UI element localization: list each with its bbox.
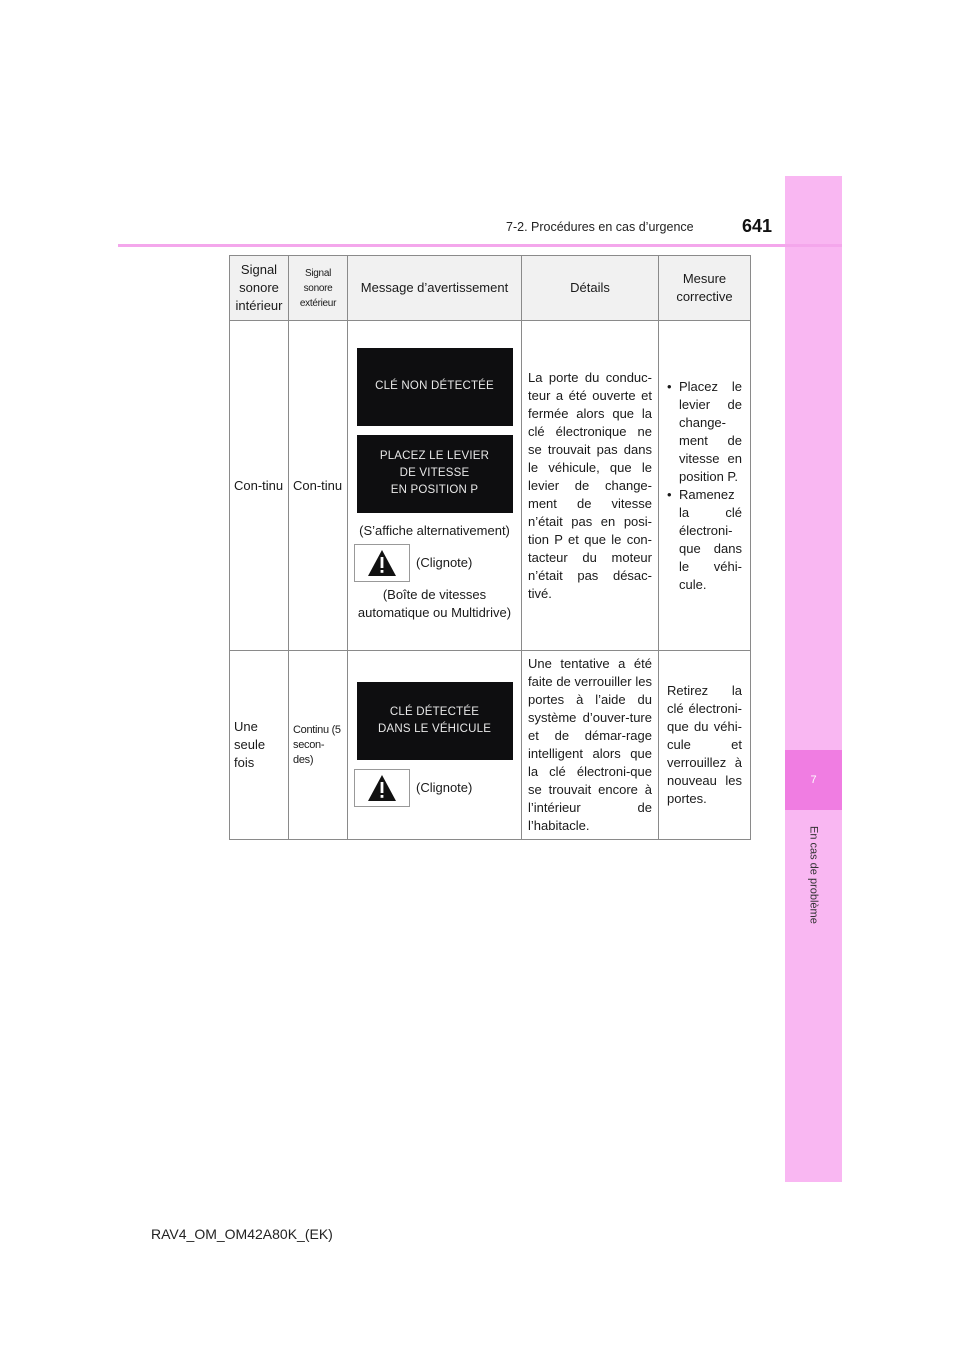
cell-details: Une tentative a été faite de verrouiller les portes à l’aide du système d’ouver-ture et de démar-rage intelligent alors que la clé électroni-que se trouvait encore à l’intérieur de l’habitacle.: [522, 651, 659, 840]
cell-interior-buzzer: Con-tinu: [230, 321, 289, 651]
chapter-title-tab: [785, 815, 842, 935]
cell-details: La porte du conduc-teur a été ouverte et fermée alors que la clé électronique ne se trouvait pas dans le véhicule, que le levier de change-ment de vitesse n’était pas en posi-tion P et que le con-tacteur du moteur n’était pas désac-tivé.: [522, 321, 659, 651]
header-exterior-buzzer: Signal sonore extérieur: [289, 256, 348, 321]
cell-exterior-buzzer: Continu (5 secon-des): [289, 651, 348, 840]
blink-indicator: [354, 769, 515, 807]
table-header-row: [230, 256, 751, 321]
cell-interior-buzzer: Une seule fois: [230, 651, 289, 840]
cell-exterior-buzzer: Con-tinu: [289, 321, 348, 651]
header-warning-message: Message d’avertissement: [348, 256, 522, 321]
display-key-detected-in-vehicle: [357, 682, 513, 760]
display-shift-to-park: [357, 435, 513, 513]
display-line: CLÉ NON DÉTECTÉE: [375, 380, 494, 392]
blink-indicator: [354, 544, 515, 582]
cell-warning-message: [348, 651, 522, 840]
chapter-title: En cas de problème: [807, 826, 820, 924]
cell-corrective-action: Retirez la clé électroni-que du véhi-cule et verrouillez à nouveau les portes.: [659, 651, 751, 840]
action-item: • Placez le levier de change-ment de vitesse en position P.: [667, 378, 742, 484]
alternate-caption: (S’affiche alternativement): [359, 522, 510, 538]
header-corrective-action: Mesure corrective: [659, 256, 751, 321]
chapter-number-tab: [785, 750, 842, 810]
cell-warning-message: [348, 321, 522, 651]
blink-caption: (Clignote): [416, 554, 473, 570]
side-tab-strip: [785, 176, 842, 1182]
warning-table: [229, 255, 751, 840]
table-row: [230, 651, 751, 840]
header-interior-buzzer: Signal sonore intérieur: [230, 256, 289, 321]
header-rule: [118, 244, 842, 247]
display-line: DE VITESSE: [399, 467, 470, 479]
blink-caption: (Clignote): [416, 779, 473, 795]
display-line: CLÉ DÉTECTÉE: [389, 705, 480, 718]
warning-triangle-icon: [354, 769, 410, 807]
cell-corrective-action: [659, 321, 751, 651]
action-item: • Ramenez la clé électroni-que dans le véhi-cule.: [667, 486, 742, 592]
section-title: 7-2. Procédures en cas d’urgence: [506, 220, 694, 234]
header-details: Détails: [522, 256, 659, 321]
display-line: EN POSITION P: [390, 484, 479, 496]
action-list: [667, 378, 742, 594]
table-row: [230, 321, 751, 651]
transmission-note: (Boîte de vitesses automatique ou Multidrive): [357, 586, 512, 620]
page-number: 641: [742, 216, 773, 236]
display-line: PLACEZ LE LEVIER: [379, 450, 490, 462]
warning-triangle-icon: [354, 544, 410, 582]
chapter-number: 7: [810, 774, 817, 786]
display-key-not-detected: [357, 348, 513, 426]
display-line: DANS LE VÉHICULE: [377, 722, 492, 735]
document-code: RAV4_OM_OM42A80K_(EK): [151, 1226, 333, 1242]
